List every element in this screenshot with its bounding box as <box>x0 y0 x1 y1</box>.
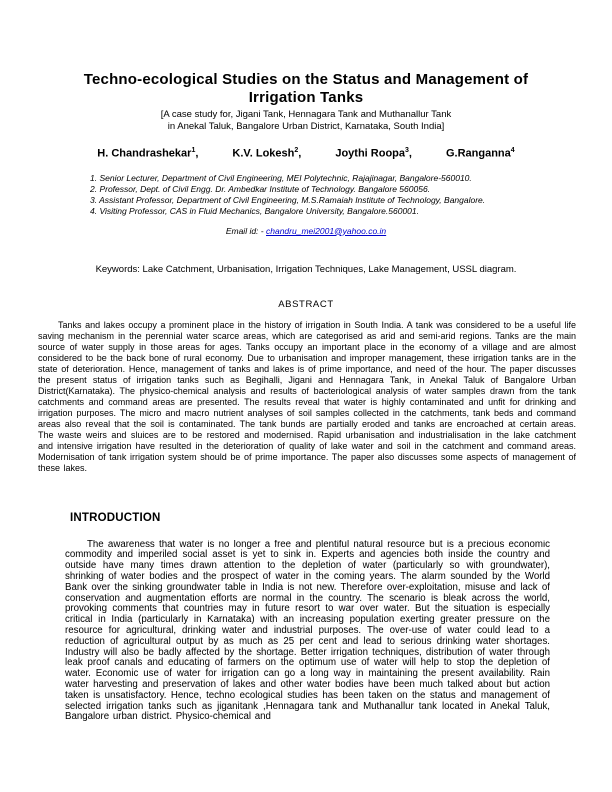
affiliation-list <box>90 173 612 217</box>
author-1 <box>97 144 198 161</box>
author-3-name: Joythi Roopa <box>335 147 406 160</box>
paper-subtitle <box>0 109 612 132</box>
keywords-line: Keywords: Lake Catchment, Urbanisation, Irrigation Techniques, Lake Management, USSL diagram. <box>95 263 517 275</box>
author-list <box>0 144 612 161</box>
affiliation-1: 1. Senior Lecturer, Department of Civil Engineering, MEI Polytechnic, Rajajinagar, Bangalore-560010. <box>90 172 472 183</box>
author-1-separator: , <box>195 147 199 160</box>
author-4 <box>446 144 515 161</box>
introduction-heading: INTRODUCTION <box>70 511 161 524</box>
abstract-paragraph: Tanks and lakes occupy a prominent place in the history of irrigation in South India. A tank was considered to be a useful life saving mechanism in the perennial water scarce areas, which are categorised as arid and semi-arid regions. Tanks are the main source of water supply in those areas for ages. Tanks occupy an important place in the economy of a village and are almost considered to be the back bone of rural economy. Due to urbanisation and improper management, these irrigation tanks are in the state of deterioration. Hence, management of tanks and lakes is of prime importance, and need of the hour. The paper discusses the present status of irrigation tanks such as Begihalli, Jigani and Hennagara Tank, in Anekal Taluk of Bangalore Urban District(Karnataka). The physico-chemical analysis and results of bacteriological analysis of water samples drawn from the tank catchments and command areas are presented. The results reveal that water is highly contaminated and unfit for drinking and irrigation purposes. The micro and macro nutrient analyses of soil samples collected in the catchments, tank beds and command areas also reveal that the soil is contaminated. The tank bunds are partially eroded and tanks are encroached at certain areas. The waste weirs and sluices are to be restored and modernised. Rapid urbanisation and industrialisation in the lake catchment and intensive irrigation have resulted in the deterioration of quality of lake water and soil in the catchment and command areas. Modernisation of tank irrigation system should be of prime importance. The paper also discusses some aspects of management of these lakes. <box>38 319 576 474</box>
paper-title-line-1: Techno-ecological Studies on the Status and Management of <box>83 71 529 88</box>
email-link[interactable]: chandru_mei2001@yahoo.co.in <box>266 225 387 236</box>
author-2 <box>232 144 301 161</box>
author-1-superscript: 1 <box>191 147 196 154</box>
author-4-superscript: 4 <box>510 147 515 154</box>
affiliation-4: 4. Visiting Professor, CAS in Fluid Mechanics, Bangalore University, Bangalore.560001. <box>90 205 419 216</box>
author-2-separator: , <box>298 147 302 160</box>
email-label: Email id: - <box>225 225 264 236</box>
paper-subtitle-line-2: in Anekal Taluk, Bangalore Urban District, Karnataka, South India] <box>167 120 445 132</box>
author-3-superscript: 3 <box>405 147 409 154</box>
paper-title <box>0 71 612 107</box>
affiliation-3: 3. Assistant Professor, Department of Civil Engineering, M.S.Ramaiah Institute of Technology, Bangalore. <box>90 194 486 205</box>
author-2-superscript: 2 <box>294 147 299 154</box>
affiliation-2: 2. Professor, Dept. of Civil Engg. Dr. Ambedkar Institute of Technology. Bangalore 560056. <box>90 183 431 194</box>
author-2-name: K.V. Lokesh <box>232 147 295 160</box>
author-1-name: H. Chandrashekar <box>97 147 192 160</box>
email-line <box>0 226 612 236</box>
author-3 <box>335 144 412 161</box>
author-3-separator: , <box>408 147 412 160</box>
author-4-name: G.Ranganna <box>445 147 511 160</box>
introduction-paragraph: The awareness that water is no longer a free and plentiful natural resource but is a precious economic commodity and imperiled social asset is yet to sink in. Experts and agencies both inside the country and outside have many times drawn attention to the depletion of water (particularly so with groundwater), shrinking of water bodies and the prospect of water in the coming years. The alarm sounded by the World Bank over the sinking groundwater table in India is not new. Therefore over-exploitation, misuse and lack of conservation and augmentation efforts are normal in the country. The scenario is bleak across the world, provoking comments that countries may in future resort to war over water. But the situation is especially critical in India (particularly in Karnataka) with an increasing population exerting greater pressure on the resource for agricultural, drinking water and industrial purposes. The over-use of water could lead to a reduction of agricultural output by as much as 25 per cent and lead to serious drinking water shortages. Industry will also be badly affected by the shortage. Better irrigation techniques, distribution of water through leak proof canals and educating of farmers on the optimum use of water will help to stop the depletion of water. Economic use of water for irrigation can go a long way in maintaining the present availability. Rain water harvesting and preservation of lakes and other water bodies have been much talked about but action taken is unsatisfactory. Hence, techno ecological studies has been taken on the status and management of selected irrigation tanks such as jiganitank ,Hennagara tank and Muthanallur tank located in Anekal Taluk, Bangalore urban district. Physico-chemical and <box>65 539 550 723</box>
abstract-heading: ABSTRACT <box>278 298 334 310</box>
paper-title-line-2: Irrigation Tanks <box>248 89 364 106</box>
paper-subtitle-line-1: [A case study for, Jigani Tank, Hennagara Tank and Muthanallur Tank <box>160 109 452 120</box>
